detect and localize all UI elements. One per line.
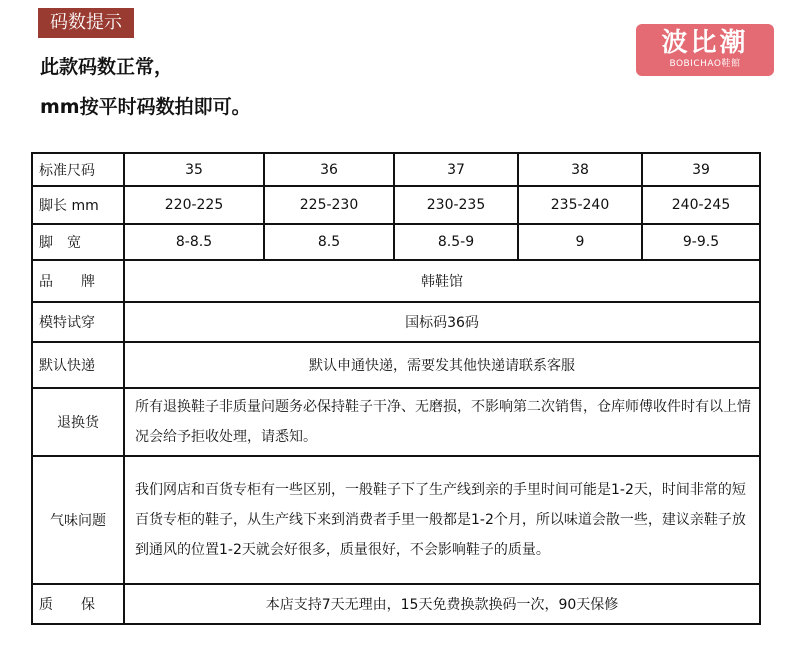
table-row-warranty — [32, 584, 760, 624]
odor-value: 我们网店和百货专柜有一些区别，一般鞋子下了生产线到亲的手里时间可能是1-2天，时间非常的短 百货专柜的鞋子，从生产线下来到消费者手里一般都是1-2个月，所以味道会散一些，建议亲鞋子放到通风的位置1-2天就会好很多，质量很好，不会影响鞋子的质量。 — [124, 456, 760, 584]
length-cell: 225-230 — [264, 186, 394, 224]
size-cell: 38 — [518, 153, 642, 186]
table-row-brand — [32, 260, 760, 302]
length-cell: 240-245 — [642, 186, 760, 224]
odor-label: 气味问题 — [32, 456, 124, 584]
return-value: 所有退换鞋子非质量问题务必保持鞋子干净、无磨损，不影响第二次销售，仓库师傅收件时有以上情况会给予拒收处理，请悉知。 — [124, 388, 760, 456]
size-cell: 39 — [642, 153, 760, 186]
table-row-length — [32, 186, 760, 224]
brand-value: 韩鞋馆 — [124, 260, 760, 302]
model-label: 模特试穿 — [32, 302, 124, 342]
table-row-model — [32, 302, 760, 342]
width-cell: 8.5-9 — [394, 224, 518, 260]
table-row-return — [32, 388, 760, 456]
brand-label: 品 牌 — [32, 260, 124, 302]
size-tip-tag: 码数提示 — [38, 8, 134, 38]
length-label: 脚长 mm — [32, 186, 124, 224]
return-label: 退换货 — [32, 388, 124, 456]
width-cell: 9-9.5 — [642, 224, 760, 260]
length-cell: 220-225 — [124, 186, 264, 224]
width-cell: 8.5 — [264, 224, 394, 260]
size-cell: 36 — [264, 153, 394, 186]
table-row-shipping — [32, 342, 760, 388]
brand-logo-sub-text: BOBICHAO鞋館 — [669, 59, 741, 69]
shipping-value: 默认申通快递，需要发其他快递请联系客服 — [124, 342, 760, 388]
table-row-width — [32, 224, 760, 260]
width-label: 脚 宽 — [32, 224, 124, 260]
warranty-value: 本店支持7天无理由，15天免费换款换码一次，90天保修 — [124, 584, 760, 624]
size-note-line-2: mm按平时码数拍即可。 — [40, 96, 251, 118]
warranty-label: 质 保 — [32, 584, 124, 624]
brand-logo — [636, 24, 774, 76]
size-label: 标准尺码 — [32, 153, 124, 186]
width-cell: 9 — [518, 224, 642, 260]
size-cell: 37 — [394, 153, 518, 186]
size-cell: 35 — [124, 153, 264, 186]
brand-logo-main-text: 波比潮 — [661, 28, 749, 58]
length-cell: 230-235 — [394, 186, 518, 224]
size-note-line-1: 此款码数正常， — [40, 56, 174, 78]
length-cell: 235-240 — [518, 186, 642, 224]
table-row-odor — [32, 456, 760, 584]
table-row-size — [32, 153, 760, 186]
model-value: 国标码36码 — [124, 302, 760, 342]
shipping-label: 默认快递 — [32, 342, 124, 388]
size-chart-table — [31, 152, 761, 625]
width-cell: 8-8.5 — [124, 224, 264, 260]
